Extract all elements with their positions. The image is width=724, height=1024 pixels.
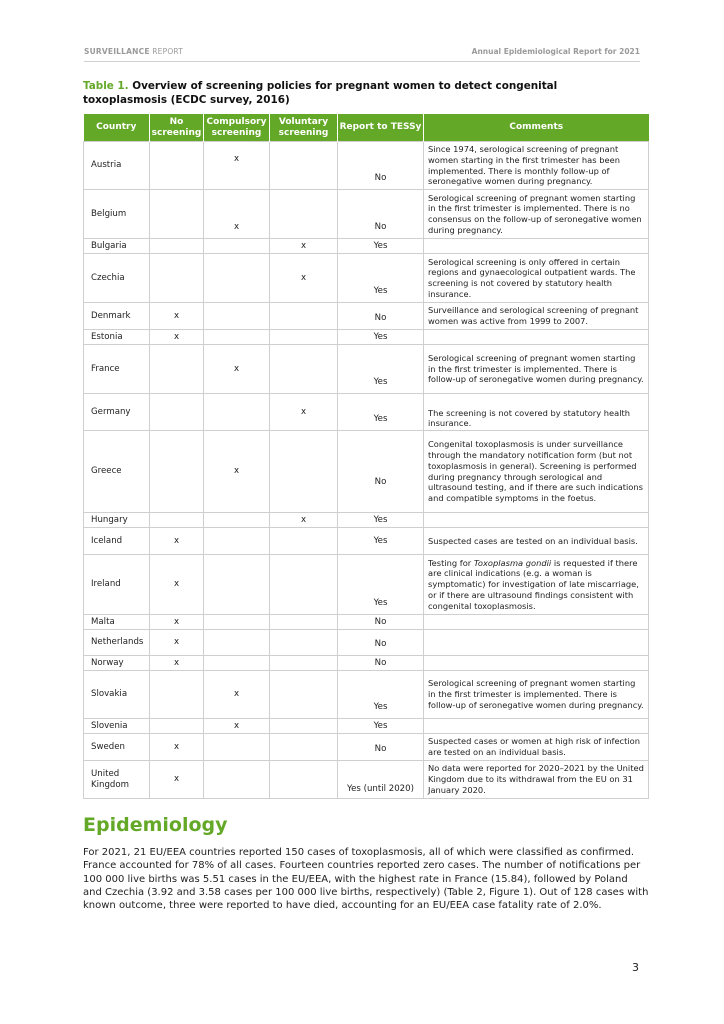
table-row	[84, 254, 649, 303]
table-row	[84, 345, 649, 394]
compulsory-cell	[204, 555, 270, 615]
table-row	[84, 303, 649, 330]
voluntary-cell	[270, 431, 338, 513]
table-row	[84, 719, 649, 734]
comment-cell: Suspected cases are tested on an individual basis.	[424, 528, 649, 555]
no-screening-cell	[150, 254, 204, 303]
country-cell: Czechia	[84, 254, 150, 303]
compulsory-cell	[204, 761, 270, 799]
no-screening-cell	[150, 513, 204, 528]
page-header	[84, 47, 640, 62]
voluntary-cell	[270, 761, 338, 799]
report-cell: Yes	[338, 330, 424, 345]
table-row	[84, 671, 649, 719]
country-cell: Slovenia	[84, 719, 150, 734]
no-screening-cell: x	[150, 303, 204, 330]
compulsory-cell	[204, 734, 270, 761]
compulsory-cell	[204, 630, 270, 656]
voluntary-cell: x	[270, 513, 338, 528]
table-row	[84, 656, 649, 671]
section-heading: Epidemiology	[83, 814, 228, 836]
col-header-report: Report to TESSy	[338, 114, 424, 142]
comment-cell: The screening is not covered by statutory health insurance.	[424, 394, 649, 431]
report-cell: No	[338, 431, 424, 513]
no-screening-cell	[150, 719, 204, 734]
comment-cell: Serological screening of pregnant women starting in the first trimester is implemented. There is follow-up of seronegative women during pregnancy.	[424, 671, 649, 719]
table-row	[84, 330, 649, 345]
report-cell: Yes	[338, 254, 424, 303]
no-screening-cell	[150, 239, 204, 254]
voluntary-cell	[270, 345, 338, 394]
voluntary-cell	[270, 656, 338, 671]
col-header-no-screening: No screening	[150, 114, 204, 142]
no-screening-cell: x	[150, 555, 204, 615]
no-screening-cell: x	[150, 630, 204, 656]
no-screening-cell	[150, 394, 204, 431]
comment-cell: Serological screening of pregnant women starting in the first trimester is implemented. There is follow-up of seronegative women during pregnancy.	[424, 345, 649, 394]
report-title: Annual Epidemiological Report for 2021	[471, 47, 640, 56]
comment-cell	[424, 630, 649, 656]
no-screening-cell	[150, 345, 204, 394]
comment-cell: Surveillance and serological screening of pregnant women was active from 1999 to 2007.	[424, 303, 649, 330]
comment-cell: No data were reported for 2020–2021 by the United Kingdom due to its withdrawal from the EU on 31 January 2020.	[424, 761, 649, 799]
country-cell: Sweden	[84, 734, 150, 761]
compulsory-cell	[204, 330, 270, 345]
no-screening-cell: x	[150, 330, 204, 345]
table-row	[84, 734, 649, 761]
country-cell: Iceland	[84, 528, 150, 555]
comment-cell: Since 1974, serological screening of pregnant women starting in the first trimester has been implemented. There is monthly follow-up of seronegative women during pregnancy.	[424, 142, 649, 190]
no-screening-cell	[150, 431, 204, 513]
report-cell: Yes	[338, 239, 424, 254]
comment-cell: Serological screening is only offered in certain regions and gynaecological outpatient wards. The screening is not covered by statutory health insurance.	[424, 254, 649, 303]
report-cell: No	[338, 615, 424, 630]
no-screening-cell: x	[150, 656, 204, 671]
voluntary-cell	[270, 190, 338, 239]
table-row	[84, 528, 649, 555]
comment-cell: Congenital toxoplasmosis is under surveillance through the mandatory notification form (but not toxoplasmosis in general). Screening is performed during pregnancy through serological and ultrasound testing, and if there are such indications and compatible symptoms in the foetus.	[424, 431, 649, 513]
col-header-comments: Comments	[424, 114, 649, 142]
country-cell: France	[84, 345, 150, 394]
table-row	[84, 630, 649, 656]
no-screening-cell: x	[150, 734, 204, 761]
table-caption	[83, 80, 643, 107]
table-row	[84, 190, 649, 239]
compulsory-cell	[204, 239, 270, 254]
report-cell: No	[338, 142, 424, 190]
country-cell: Malta	[84, 615, 150, 630]
voluntary-cell	[270, 734, 338, 761]
compulsory-cell	[204, 615, 270, 630]
no-screening-cell: x	[150, 761, 204, 799]
voluntary-cell	[270, 555, 338, 615]
country-cell: Belgium	[84, 190, 150, 239]
voluntary-cell	[270, 615, 338, 630]
table-row	[84, 431, 649, 513]
no-screening-cell: x	[150, 528, 204, 555]
report-cell: No	[338, 656, 424, 671]
table-row	[84, 761, 649, 799]
report-cell: Yes	[338, 394, 424, 431]
table-row	[84, 239, 649, 254]
country-cell: Germany	[84, 394, 150, 431]
table-row	[84, 615, 649, 630]
voluntary-cell	[270, 719, 338, 734]
compulsory-cell: x	[204, 142, 270, 190]
voluntary-cell	[270, 330, 338, 345]
comment-cell: Serological screening of pregnant women starting in the first trimester is implemented. There is no consensus on the follow-up of seronegative women during pregnancy.	[424, 190, 649, 239]
no-screening-cell	[150, 671, 204, 719]
country-cell: Bulgaria	[84, 239, 150, 254]
comment-cell	[424, 239, 649, 254]
country-cell: Greece	[84, 431, 150, 513]
col-header-voluntary: Voluntary screening	[270, 114, 338, 142]
report-cell: Yes	[338, 671, 424, 719]
report-cell: No	[338, 190, 424, 239]
compulsory-cell: x	[204, 345, 270, 394]
compulsory-cell	[204, 394, 270, 431]
report-series-label: SURVEILLANCE REPORT	[84, 47, 184, 56]
compulsory-cell	[204, 528, 270, 555]
country-cell: Hungary	[84, 513, 150, 528]
report-cell: Yes	[338, 555, 424, 615]
compulsory-cell	[204, 513, 270, 528]
report-cell: No	[338, 734, 424, 761]
report-cell: Yes	[338, 513, 424, 528]
compulsory-cell: x	[204, 431, 270, 513]
comment-cell	[424, 330, 649, 345]
country-cell: Austria	[84, 142, 150, 190]
page-number: 3	[632, 961, 639, 974]
report-cell: Yes	[338, 528, 424, 555]
compulsory-cell	[204, 656, 270, 671]
table-caption-text: Overview of screening policies for pregnant women to detect congenital toxoplasmosis (ECDC survey, 2016)	[83, 80, 558, 106]
comment-cell	[424, 615, 649, 630]
compulsory-cell: x	[204, 719, 270, 734]
section-paragraph: For 2021, 21 EU/EEA countries reported 150 cases of toxoplasmosis, all of which were classified as confirmed. France accounted for 78% of all cases. Fourteen countries reported zero cases. The number of notifications per 100 000 live births was 5.51 cases in the EU/EEA, with the highest rate in France (15.84), followed by Poland and Czechia (3.92 and 3.58 cases per 100 000 live births, respectively) (Table 2, Figure 1). Out of 128 cases with known outcome, three were reported to have died, accounting for an EU/EEA case fatality rate of 2.0%.	[83, 847, 649, 912]
country-cell: Denmark	[84, 303, 150, 330]
country-cell: Norway	[84, 656, 150, 671]
comment-cell: Testing for Toxoplasma gondii is requested if there are clinical indications (e.g. a woman is symptomatic) for investigation of late miscarriage, or if there are ultrasound findings consistent with congenital toxoplasmosis.	[424, 555, 649, 615]
species-name: Toxoplasma gondii	[473, 557, 552, 568]
compulsory-cell	[204, 254, 270, 303]
country-cell: Slovakia	[84, 671, 150, 719]
voluntary-cell	[270, 142, 338, 190]
country-cell: Ireland	[84, 555, 150, 615]
report-cell: Yes	[338, 719, 424, 734]
voluntary-cell: x	[270, 254, 338, 303]
report-cell: Yes	[338, 345, 424, 394]
compulsory-cell	[204, 303, 270, 330]
comment-cell: Suspected cases or women at high risk of infection are tested on an individual basis.	[424, 734, 649, 761]
country-cell: Netherlands	[84, 630, 150, 656]
compulsory-cell: x	[204, 671, 270, 719]
no-screening-cell: x	[150, 615, 204, 630]
voluntary-cell	[270, 671, 338, 719]
country-cell: Estonia	[84, 330, 150, 345]
voluntary-cell: x	[270, 394, 338, 431]
no-screening-cell	[150, 142, 204, 190]
table-header-row	[84, 114, 649, 142]
col-header-country: Country	[84, 114, 150, 142]
voluntary-cell: x	[270, 239, 338, 254]
table-row	[84, 394, 649, 431]
table-row	[84, 142, 649, 190]
comment-cell	[424, 513, 649, 528]
report-cell: No	[338, 630, 424, 656]
voluntary-cell	[270, 528, 338, 555]
report-cell: Yes (until 2020)	[338, 761, 424, 799]
voluntary-cell	[270, 630, 338, 656]
no-screening-cell	[150, 190, 204, 239]
voluntary-cell	[270, 303, 338, 330]
table-label: Table 1.	[83, 80, 129, 92]
compulsory-cell: x	[204, 190, 270, 239]
country-cell: United Kingdom	[84, 761, 150, 799]
table-row	[84, 555, 649, 615]
col-header-compulsory: Compulsory screening	[204, 114, 270, 142]
comment-cell	[424, 656, 649, 671]
report-cell: No	[338, 303, 424, 330]
table-row	[84, 513, 649, 528]
screening-policy-table	[83, 114, 649, 799]
comment-cell	[424, 719, 649, 734]
